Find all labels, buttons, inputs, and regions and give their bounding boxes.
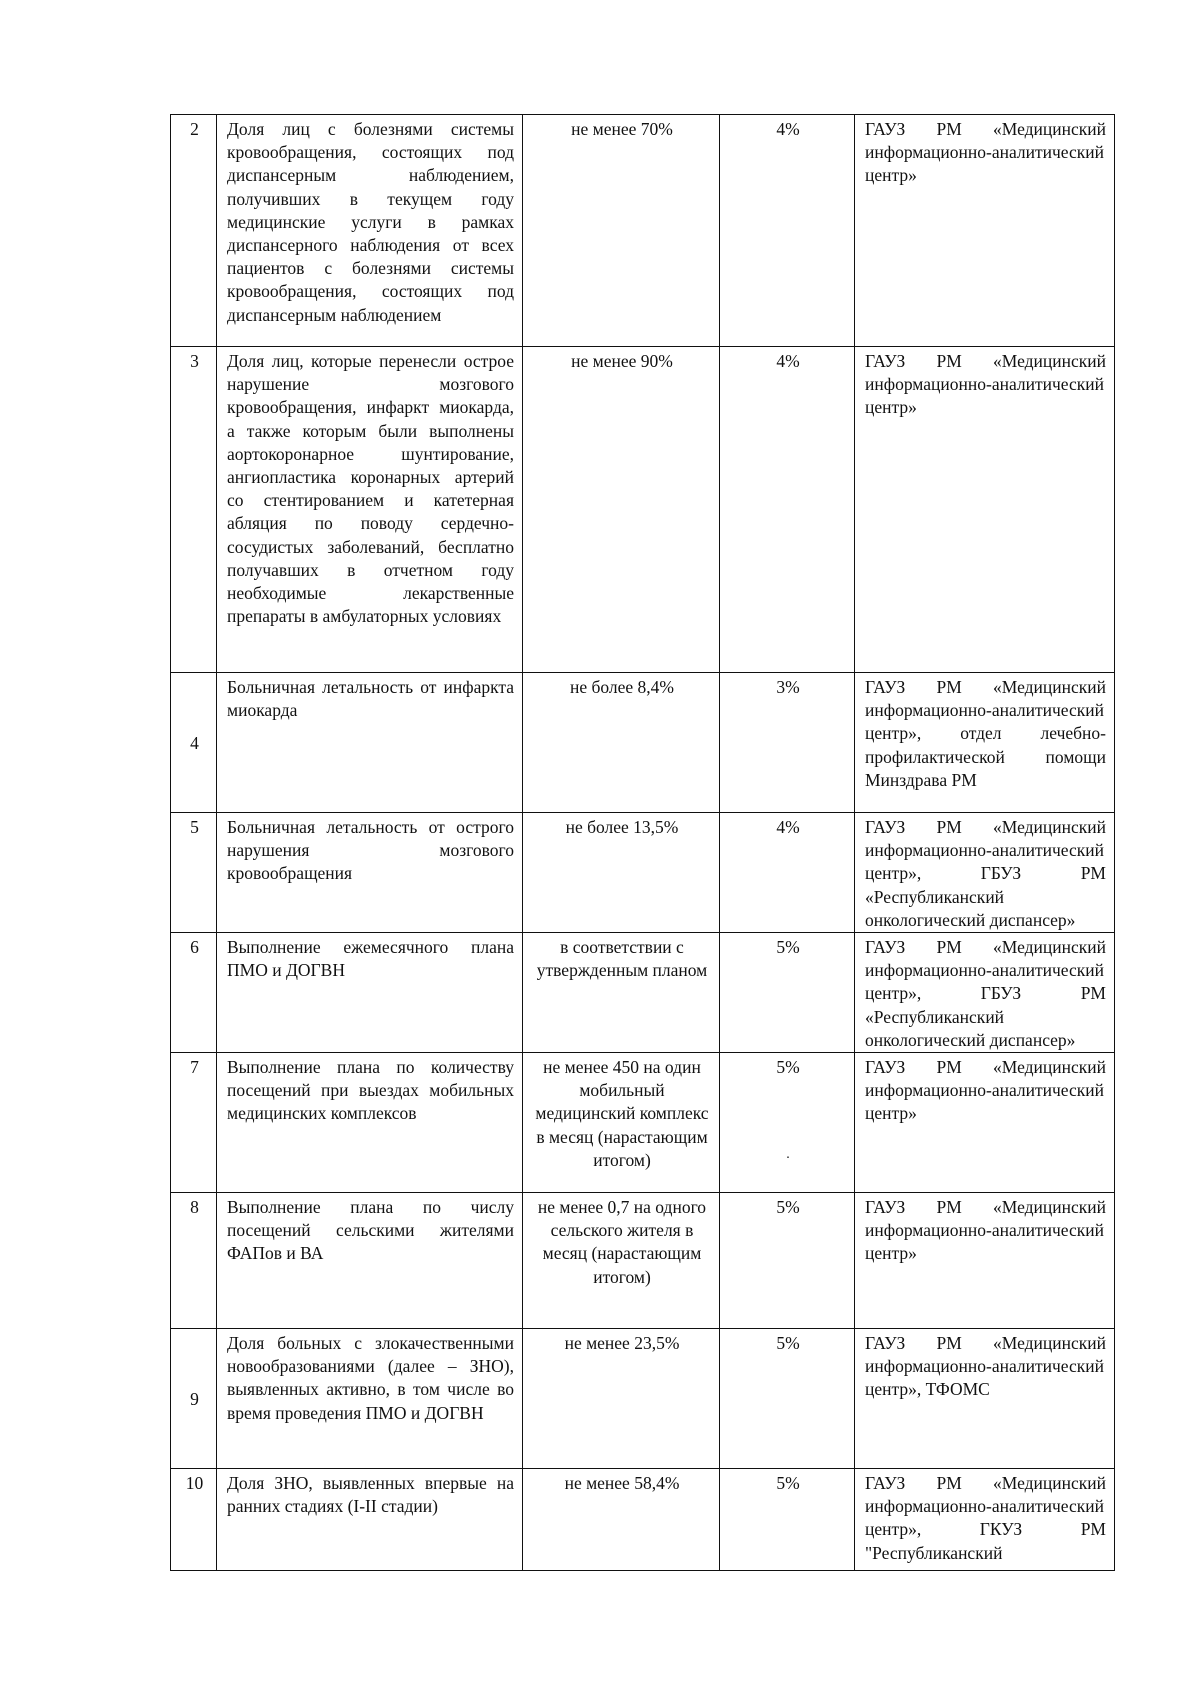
row-number: 2 xyxy=(171,115,217,347)
indicator-cell: Выполнение плана по количеству посещений при выездах мобильных медицинских комплексов xyxy=(217,1053,523,1193)
row-number: 6 xyxy=(171,933,217,1053)
table-row xyxy=(171,1193,1115,1329)
source-cell: ГАУЗ РМ «Медицинский информационно-аналитический центр», отдел лечебно-профилактической помощи Минздрава РМ xyxy=(855,673,1115,813)
criteria-table xyxy=(170,114,1115,1571)
stray-dot-mark: . xyxy=(786,1147,790,1163)
weight-value: 5% xyxy=(776,1057,800,1078)
weight-cell: 5% xyxy=(720,933,855,1053)
table-row xyxy=(171,1053,1115,1193)
source-cell: ГАУЗ РМ «Медицинский информационно-аналитический центр» xyxy=(855,1053,1115,1193)
weight-cell: 5% xyxy=(720,1329,855,1469)
weight-cell: 5% xyxy=(720,1193,855,1329)
row-number: 5 xyxy=(171,813,217,933)
indicator-cell: Выполнение ежемесячного плана ПМО и ДОГВН xyxy=(217,933,523,1053)
indicator-cell: Выполнение плана по числу посещений сельскими жителями ФАПов и ВА xyxy=(217,1193,523,1329)
table-row xyxy=(171,933,1115,1053)
weight-cell: 4% xyxy=(720,115,855,347)
indicator-cell: Доля лиц, которые перенесли острое нарушение мозгового кровообращения, инфаркт миокарда, а также которым были выполнены аортокоронарное шунтирование, ангиопластика коронарных артерий со стентированием и катетерная абляция по поводу сердечно-сосудистых заболеваний, бесплатно получавших в отчетном году необходимые лекарственные препараты в амбулаторных условиях xyxy=(217,347,523,673)
source-cell: ГАУЗ РМ «Медицинский информационно-аналитический центр» xyxy=(855,347,1115,673)
indicator-cell: Больничная летальность от инфаркта миокарда xyxy=(217,673,523,813)
source-cell: ГАУЗ РМ «Медицинский информационно-аналитический центр» xyxy=(855,1193,1115,1329)
target-value-cell: не более 8,4% xyxy=(523,673,720,813)
source-cell: ГАУЗ РМ «Медицинский информационно-аналитический центр», ГКУЗ РМ "Республиканский xyxy=(855,1469,1115,1571)
source-cell: ГАУЗ РМ «Медицинский информационно-аналитический центр» xyxy=(855,115,1115,347)
table-row xyxy=(171,1329,1115,1469)
row-number: 10 xyxy=(171,1469,217,1571)
indicator-cell: Больничная летальность от острого нарушения мозгового кровообращения xyxy=(217,813,523,933)
indicator-cell: Доля лиц с болезнями системы кровообращения, состоящих под диспансерным наблюдением, получивших в текущем году медицинские услуги в рамках диспансерного наблюдения от всех пациентов с болезнями системы кровообращения, состоящих под диспансерным наблюдением xyxy=(217,115,523,347)
target-value-cell: не более 13,5% xyxy=(523,813,720,933)
target-value-cell: в соответствии с утвержденным планом xyxy=(523,933,720,1053)
row-number: 8 xyxy=(171,1193,217,1329)
target-value-cell: не менее 70% xyxy=(523,115,720,347)
table-row xyxy=(171,673,1115,813)
weight-cell: 4% xyxy=(720,813,855,933)
row-number: 3 xyxy=(171,347,217,673)
row-number: 9 xyxy=(171,1329,217,1469)
indicator-cell: Доля ЗНО, выявленных впервые на ранних стадиях (I-II стадии) xyxy=(217,1469,523,1571)
source-cell: ГАУЗ РМ «Медицинский информационно-аналитический центр», ТФОМС xyxy=(855,1329,1115,1469)
source-cell: ГАУЗ РМ «Медицинский информационно-аналитический центр», ГБУЗ РМ «Республиканский онкологический диспансер» xyxy=(855,933,1115,1053)
weight-cell: 4% xyxy=(720,347,855,673)
table-row xyxy=(171,347,1115,673)
target-value-cell: не менее 58,4% xyxy=(523,1469,720,1571)
target-value-cell: не менее 23,5% xyxy=(523,1329,720,1469)
target-value-cell: не менее 90% xyxy=(523,347,720,673)
weight-cell: 5% xyxy=(720,1469,855,1571)
weight-cell: 3% xyxy=(720,673,855,813)
target-value-cell: не менее 450 на один мобильный медицинский комплекс в месяц (нарастающим итогом) xyxy=(523,1053,720,1193)
table-row xyxy=(171,813,1115,933)
row-number: 7 xyxy=(171,1053,217,1193)
target-value-cell: не менее 0,7 на одного сельского жителя в месяц (нарастающим итогом) xyxy=(523,1193,720,1329)
row-number: 4 xyxy=(171,673,217,813)
weight-cell xyxy=(720,1053,855,1193)
source-cell: ГАУЗ РМ «Медицинский информационно-аналитический центр», ГБУЗ РМ «Республиканский онкологический диспансер» xyxy=(855,813,1115,933)
table-row xyxy=(171,1469,1115,1571)
indicator-cell: Доля больных с злокачественными новообразованиями (далее – ЗНО), выявленных активно, в том числе во время проведения ПМО и ДОГВН xyxy=(217,1329,523,1469)
table-row xyxy=(171,115,1115,347)
